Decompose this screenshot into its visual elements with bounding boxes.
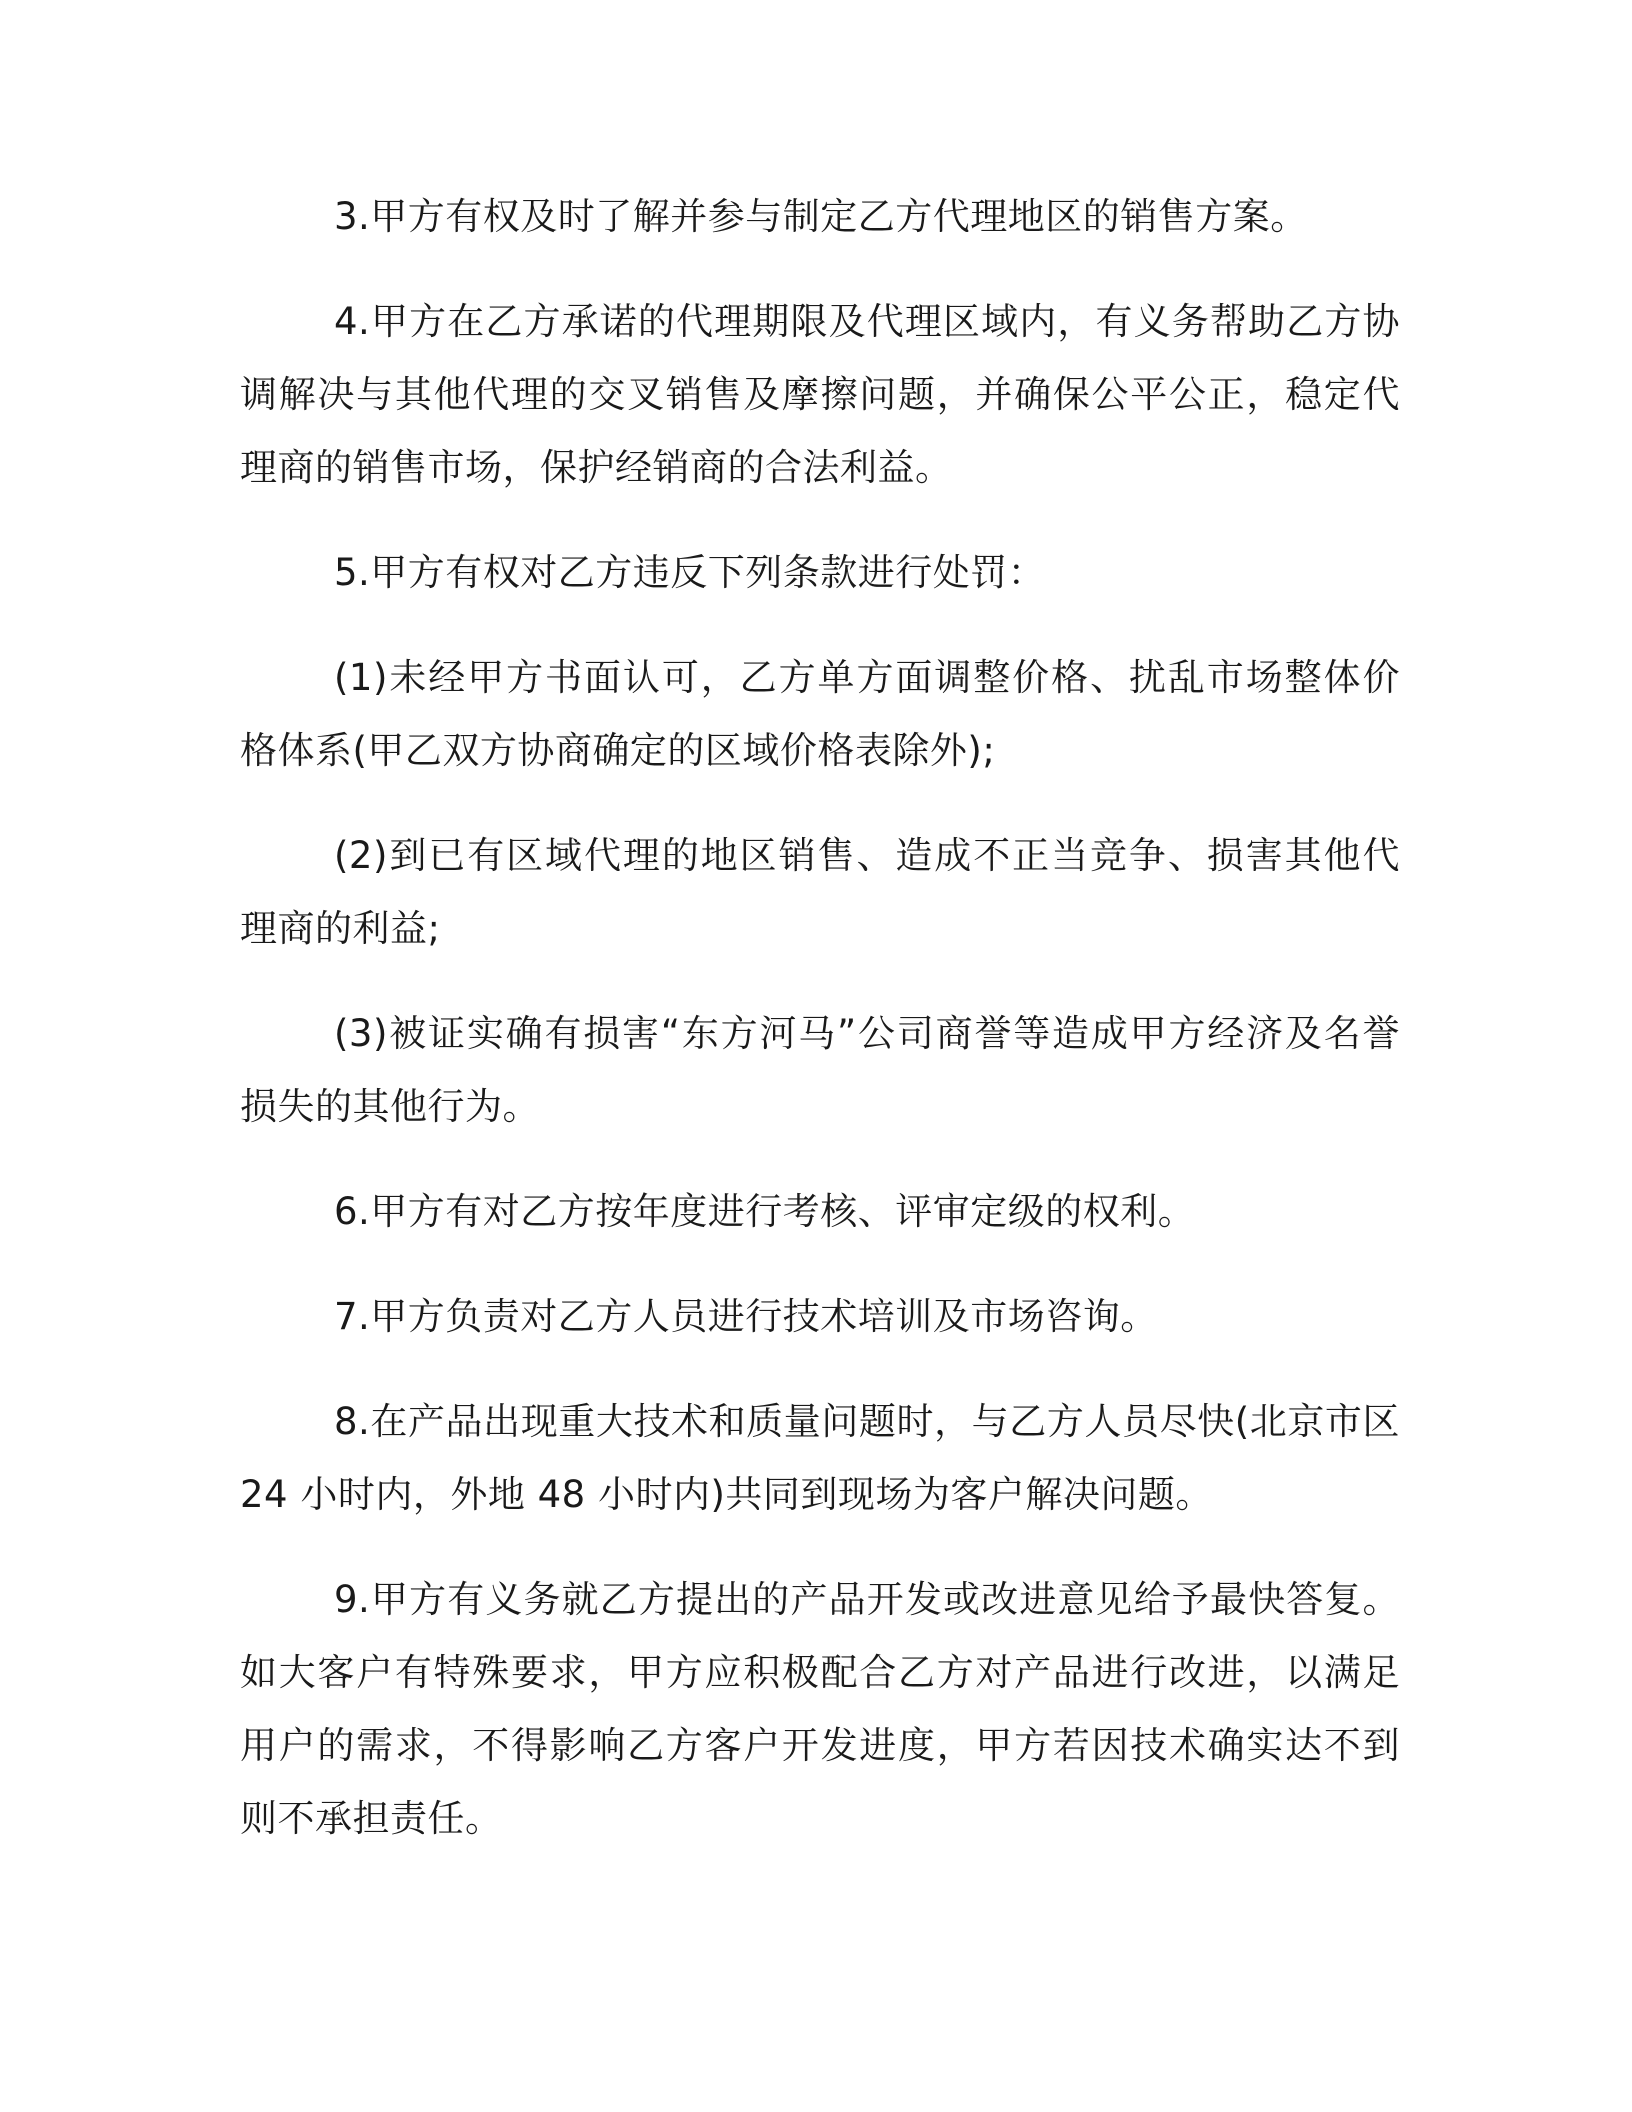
paragraph-clause-3: 3.甲方有权及时了解并参与制定乙方代理地区的销售方案。 [334,195,1308,238]
paragraph-clause-4: 4.甲方在乙方承诺的代理期限及代理区域内，有义务帮助乙方协调解决与其他代理的交叉销售及摩擦问题，并确保公平公正，稳定代理商的销售市场，保护经销商的合法利益。 [240,300,1400,489]
paragraph-clause-6: 6.甲方有对乙方按年度进行考核、评审定级的权利。 [334,1190,1196,1233]
paragraph-clause-5-item-2: (2)到已有区域代理的地区销售、造成不正当竞争、损害其他代理商的利益; [240,834,1400,950]
paragraph-clause-5-item-1: (1)未经甲方书面认可，乙方单方面调整价格、扰乱市场整体价格体系(甲乙双方协商确定的区域价格表除外); [240,656,1400,772]
paragraph-clause-8: 8.在产品出现重大技术和质量问题时，与乙方人员尽快(北京市区 24 小时内，外地 48 小时内)共同到现场为客户解决问题。 [240,1400,1400,1516]
paragraph-clause-5: 5.甲方有权对乙方违反下列条款进行处罚： [334,551,1046,594]
paragraph-clause-9: 9.甲方有义务就乙方提出的产品开发或改进意见给予最快答复。如大客户有特殊要求，甲方应积极配合乙方对产品进行改进，以满足用户的需求，不得影响乙方客户开发进度，甲方若因技术确实达不到则不承担责任。 [240,1578,1400,1840]
paragraph-clause-5-item-3: (3)被证实确有损害“东方河马”公司商誉等造成甲方经济及名誉损失的其他行为。 [240,1012,1400,1128]
document-page [240,180,1400,1887]
paragraph-clause-7: 7.甲方负责对乙方人员进行技术培训及市场咨询。 [334,1295,1158,1338]
